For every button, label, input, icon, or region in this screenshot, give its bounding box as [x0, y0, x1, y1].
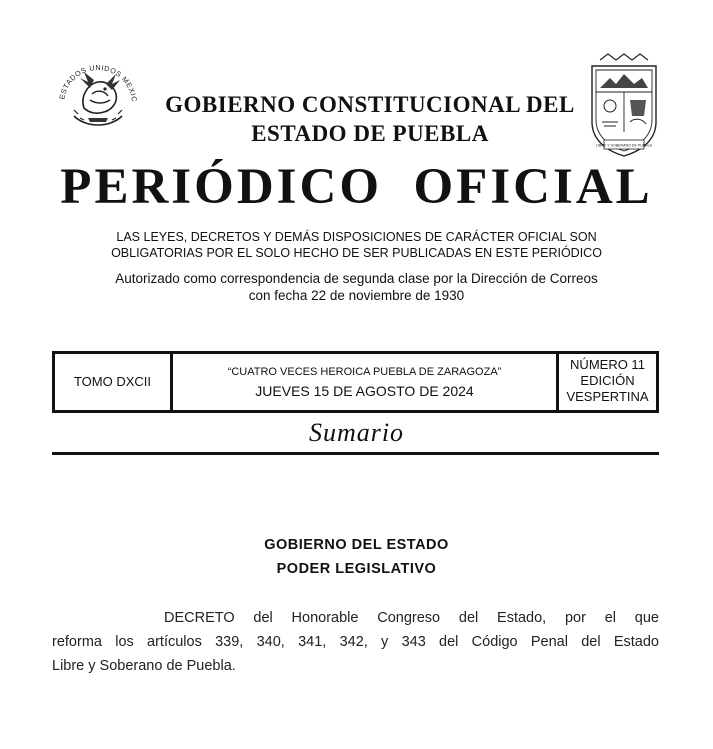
government-title-line-1: GOBIERNO CONSTITUCIONAL DEL	[165, 92, 575, 117]
section-heading-legislative: PODER LEGISLATIVO	[276, 561, 437, 577]
decree-text-line: DECRETO del Honorable Congreso del Estado, por el que	[164, 610, 659, 626]
legal-notice-line-2: OBLIGATORIAS POR EL SOLO HECHO DE SER PUBLICADAS EN ESTE PERIÓDICO	[111, 246, 602, 260]
section-heading-government: GOBIERNO DEL ESTADO	[264, 537, 449, 553]
legal-notice-line-1: LAS LEYES, DECRETOS Y DEMÁS DISPOSICIONES DE CARÁCTER OFICIAL SON	[116, 230, 597, 244]
volume-label: TOMO DXCII	[73, 374, 152, 389]
issue-date: JUEVES 15 DE AGOSTO DE 2024	[255, 383, 474, 399]
issue-number: NÚMERO 11	[570, 357, 645, 372]
svg-text:ESTADOS UNIDOS MEXICANOS: ESTADOS UNIDOS MEXIC	[57, 62, 140, 103]
postal-authorization-line-1: Autorizado como correspondencia de segunda clase por la Dirección de Correos	[115, 271, 598, 286]
info-box-top-rule	[52, 351, 659, 354]
svg-text:LIBRE Y SOBERANO DE PUEBLA: LIBRE Y SOBERANO DE PUEBLA	[595, 143, 653, 148]
periodical-title: PERIÓDICO OFICIAL	[60, 159, 653, 215]
postal-authorization-line-2: con fecha 22 de noviembre de 1930	[248, 288, 465, 303]
edition-type: VESPERTINA	[566, 389, 649, 404]
info-box-bottom-rule	[52, 410, 659, 413]
edition-label: EDICIÓN	[580, 373, 635, 388]
info-box-divider	[656, 351, 659, 413]
info-box-divider	[170, 351, 173, 413]
city-motto: “CUATRO VECES HEROICA PUEBLA DE ZARAGOZA”	[227, 366, 502, 378]
decree-summary-paragraph	[52, 606, 659, 678]
decree-text-line: reforma los artículos 339, 340, 341, 342, y 343 del Código Penal del Estado	[52, 634, 659, 650]
issue-number-block	[559, 357, 656, 405]
decree-text-line: Libre y Soberano de Puebla.	[52, 658, 236, 674]
summary-heading: Sumario	[308, 418, 405, 447]
summary-bottom-rule	[52, 452, 659, 455]
government-title-line-2: ESTADO DE PUEBLA	[251, 121, 489, 146]
